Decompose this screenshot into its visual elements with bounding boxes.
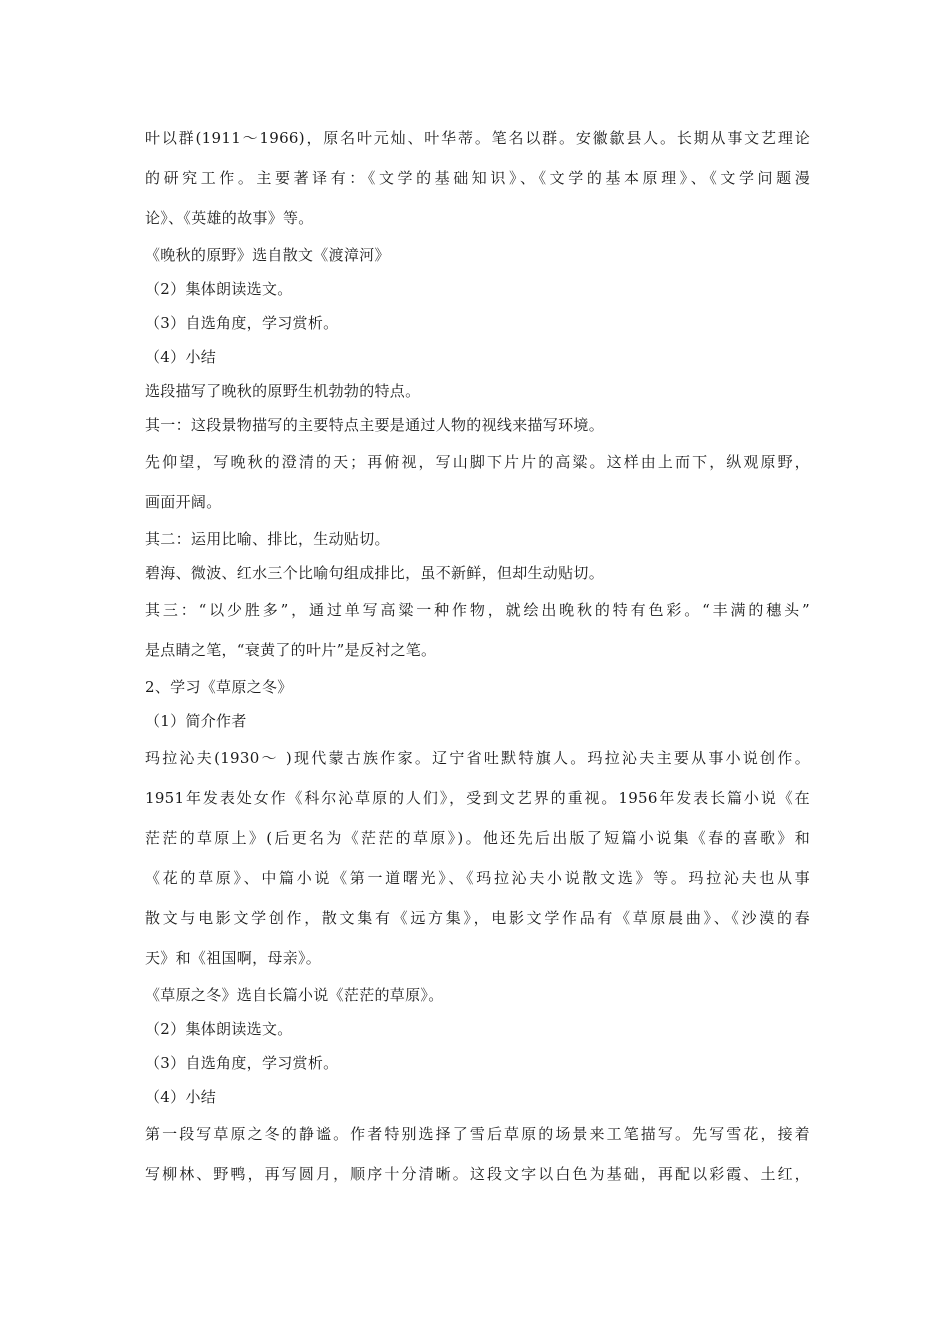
text-line: 茫茫的草原上》(后更名为《茫茫的草原》)。他还先后出版了短篇小说集《春的喜歌》和 [145,829,810,847]
text-line: 先仰望，写晚秋的澄清的天；再俯视，写山脚下片片的高粱。这样由上而下，纵观原野， [145,453,810,471]
text-line: 画面开阔。 [145,493,222,511]
text-line: 碧海、微波、红水三个比喻句组成排比，虽不新鲜，但却生动贴切。 [145,564,605,582]
text-line: （1）简介作者 [145,712,247,730]
text-line: 《花的草原》、中篇小说《第一道曙光》、《玛拉沁夫小说散文选》等。玛拉沁夫也从事 [145,869,810,887]
text-line: （4）小结 [145,1088,217,1106]
text-line: 其一：这段景物描写的主要特点主要是通过人物的视线来描写环境。 [145,416,605,434]
text-line: 的研究工作。主要著译有：《文学的基础知识》、《文学的基本原理》、《文学问题漫 [145,169,810,187]
text-line: （3）自选角度，学习赏析。 [145,1054,339,1072]
text-line: 1951年发表处女作《科尔沁草原的人们》，受到文艺界的重视。1956年发表长篇小说《在 [145,789,810,807]
text-line: （2）集体朗读选文。 [145,1020,293,1038]
text-line: （4）小结 [145,348,217,366]
text-line: （2）集体朗读选文。 [145,280,293,298]
text-line: 玛拉沁夫(1930～ )现代蒙古族作家。辽宁省吐默特旗人。玛拉沁夫主要从事小说创作。 [145,749,810,767]
text-line: 天》和《祖国啊，母亲》。 [145,949,322,967]
text-line: 《晚秋的原野》选自散文《渡漳河》 [145,246,390,264]
text-line: 第一段写草原之冬的静谧。作者特别选择了雪后草原的场景来工笔描写。先写雪花，接着 [145,1125,810,1143]
text-line: 其三：“以少胜多”，通过单写高粱一种作物，就绘出晚秋的特有色彩。“丰满的穗头” [145,601,810,619]
text-line: 《草原之冬》选自长篇小说《茫茫的草原》。 [145,986,444,1004]
text-line: （3）自选角度，学习赏析。 [145,314,339,332]
text-line: 2、学习《草原之冬》 [145,678,293,696]
text-line: 选段描写了晚秋的原野生机勃勃的特点。 [145,382,421,400]
document-page [145,118,810,1194]
text-line: 叶以群(1911～1966)，原名叶元灿、叶华蒂。笔名以群。安徽歙县人。长期从事文艺理论 [145,129,810,147]
text-line: 是点睛之笔，“衰黄了的叶片”是反衬之笔。 [145,641,437,659]
text-line: 写柳林、野鸭，再写圆月，顺序十分清晰。这段文字以白色为基础，再配以彩霞、土红， [145,1165,810,1183]
text-line: 散文与电影文学创作，散文集有《远方集》，电影文学作品有《草原晨曲》、《沙漠的春 [145,909,810,927]
text-line: 其二：运用比喻、排比，生动贴切。 [145,530,390,548]
text-line: 论》、《英雄的故事》等。 [145,209,314,227]
